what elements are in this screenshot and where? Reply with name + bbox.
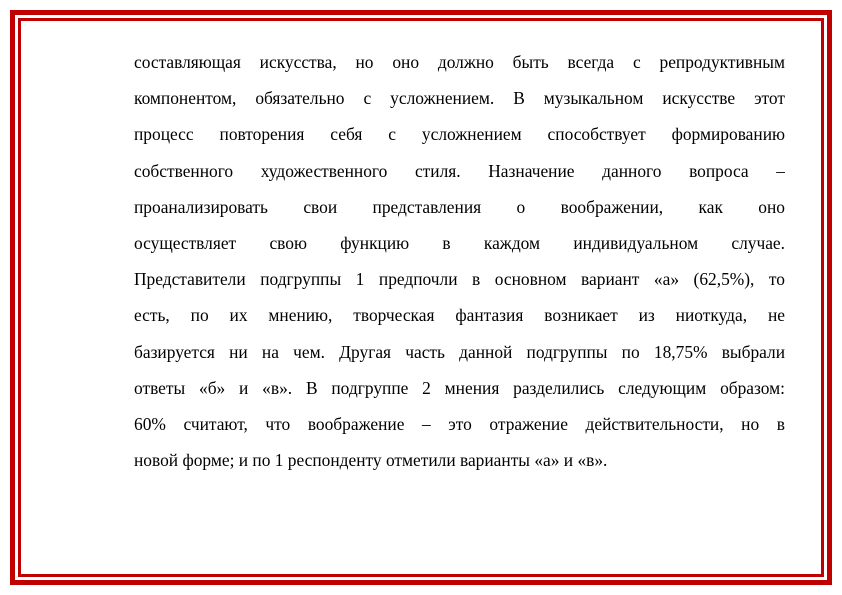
paragraph-line: ответы «б» и «в». В подгруппе 2 мнения разделились следующим образом: (134, 377, 785, 398)
paragraph-line: 60% считают, что воображение – это отражение действительности, но в (134, 413, 785, 434)
paragraph-line: проанализировать свои представления о воображении, как оно (134, 196, 785, 217)
paragraph-line: собственного художественного стиля. Назначение данного вопроса – (134, 160, 785, 181)
paragraph-line: базируется ни на чем. Другая часть данной подгруппы по 18,75% выбрали (134, 341, 785, 362)
body-paragraph (134, 44, 785, 478)
paragraph-line-last: новой форме; и по 1 респонденту отметили варианты «а» и «в». (134, 450, 608, 471)
paragraph-line: составляющая искусства, но оно должно быть всегда с репродуктивным (134, 52, 785, 72)
paragraph-line: процесс повторения себя с усложнением способствует формированию (134, 124, 785, 145)
paragraph-line: осуществляет свою функцию в каждом индивидуальном случае. (134, 232, 785, 253)
paragraph-line: есть, по их мнению, творческая фантазия возникает из ниоткуда, не (134, 305, 785, 326)
paragraph-line: компонентом, обязательно с усложнением. В музыкальном искусстве этот (134, 88, 785, 109)
paragraph-line: Представители подгруппы 1 предпочли в основном вариант «а» (62,5%), то (134, 269, 785, 290)
